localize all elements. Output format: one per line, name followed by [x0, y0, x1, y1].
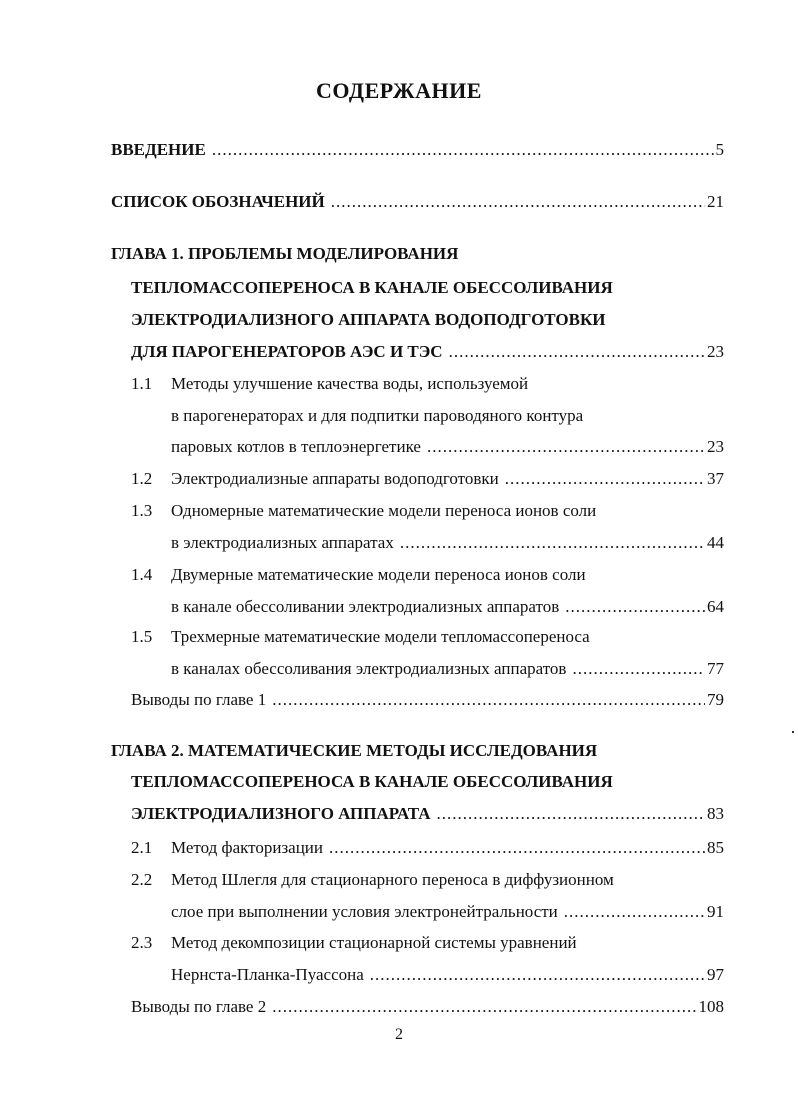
section-number: 1.2 [131, 469, 153, 488]
dot-leader [331, 192, 705, 212]
toc-entry-label: ЭЛЕКТРОДИАЛИЗНОГО АППАРАТА [131, 804, 431, 823]
section-2-1[interactable] [131, 838, 724, 858]
toc-entry-page: 91 [707, 902, 724, 921]
section-number: 1.5 [131, 627, 153, 646]
toc-entry-page: 64 [707, 597, 724, 616]
section-1-4-last[interactable] [171, 597, 724, 617]
chapter-1-heading-cont: ТЕПЛОМАССОПЕРЕНОСА В КАНАЛЕ ОБЕССОЛИВАНИЯ [131, 278, 613, 297]
toc-entry-label: в электродиализных аппаратах [171, 533, 394, 552]
dot-leader [449, 342, 705, 362]
section-number: 1.3 [131, 501, 153, 520]
section-1-5[interactable] [131, 627, 590, 647]
toc-entry-symbols[interactable] [111, 192, 724, 212]
toc-entry-label: в каналах обессоливания электродиализных аппаратов [171, 659, 567, 678]
section-1-3-last[interactable] [171, 533, 724, 553]
section-1-2[interactable] [131, 469, 724, 489]
section-2-2[interactable] [131, 870, 614, 890]
toc-entry-label: Нернста-Планка-Пуассона [171, 965, 364, 984]
section-title: Метод факторизации [171, 838, 324, 857]
dot-leader [370, 965, 705, 985]
chapter-1-heading-last[interactable] [131, 342, 724, 362]
section-2-3-last[interactable] [171, 965, 724, 985]
section-title: Трехмерные математические модели тепломассопереноса [171, 627, 590, 646]
toc-entry-page: 83 [707, 804, 724, 823]
section-1-1-last[interactable] [171, 437, 724, 457]
toc-entry-page: 21 [707, 192, 724, 211]
dot-leader [427, 437, 705, 457]
section-title: Электродиализные аппараты водоподготовки [171, 469, 499, 488]
toc-entry-label: Выводы по главе 1 [131, 690, 267, 709]
section-number: 1.4 [131, 565, 153, 584]
section-number: 2.2 [131, 870, 153, 889]
toc-entry-label: паровых котлов в теплоэнергетике [171, 437, 421, 456]
dot-leader [400, 533, 705, 553]
toc-entry-page: 44 [707, 533, 724, 552]
dot-leader [212, 140, 714, 160]
toc-entry-label: Выводы по главе 2 [131, 997, 267, 1016]
toc-entry-page: 97 [707, 965, 724, 984]
chapter-1-heading-cont: ЭЛЕКТРОДИАЛИЗНОГО АППАРАТА ВОДОПОДГОТОВКИ [131, 310, 606, 329]
toc-entry-label: СПИСОК ОБОЗНАЧЕНИЙ [111, 192, 325, 211]
page-number: 2 [395, 1026, 403, 1043]
toc-entry-page: 79 [707, 690, 724, 709]
toc-entry-page: 108 [698, 997, 724, 1016]
dot-leader [272, 997, 696, 1017]
toc-entry-intro[interactable] [111, 140, 724, 160]
toc-entry-page: 37 [707, 469, 724, 488]
section-1-4[interactable] [131, 565, 586, 585]
toc-entry-label: в канале обессоливании электродиализных аппаратов [171, 597, 560, 616]
section-title: Двумерные математические модели переноса ионов соли [171, 565, 586, 584]
dot-leader [437, 804, 705, 824]
toc-entry-page: 5 [715, 140, 724, 159]
dot-leader [565, 597, 705, 617]
section-2-2-last[interactable] [171, 902, 724, 922]
section-title: Методы улучшение качества воды, используемой [171, 374, 529, 393]
chapter-1-heading[interactable]: ГЛАВА 1. ПРОБЛЕМЫ МОДЕЛИРОВАНИЯ [111, 244, 459, 263]
chapter-2-heading-last[interactable] [131, 804, 724, 824]
section-number: 1.1 [131, 374, 153, 393]
section-title: Метод декомпозиции стационарной системы уравнений [171, 933, 577, 952]
toc-entry-page: 77 [707, 659, 724, 678]
section-1-1[interactable] [131, 374, 529, 394]
chapter-2-heading[interactable]: ГЛАВА 2. МАТЕМАТИЧЕСКИЕ МЕТОДЫ ИССЛЕДОВАНИЯ [111, 741, 598, 760]
toc-entry-label: ВВЕДЕНИЕ [111, 140, 206, 159]
section-1-3[interactable] [131, 501, 597, 521]
dot-leader [572, 659, 705, 679]
section-number: 2.3 [131, 933, 153, 952]
toc-entry-label: ДЛЯ ПАРОГЕНЕРАТОРОВ АЭС И ТЭС [131, 342, 443, 361]
section-title: Одномерные математические модели переноса ионов соли [171, 501, 597, 520]
dot-leader [505, 469, 705, 489]
toc-entry-page: 23 [707, 342, 724, 361]
toc-entry-label: слое при выполнении условия электронейтральности [171, 902, 558, 921]
dot-leader [564, 902, 705, 922]
section-1-1-cont: в парогенераторах и для подпитки пароводяного контура [171, 406, 584, 425]
dot-leader [329, 838, 705, 858]
section-title: Метод Шлегля для стационарного переноса в диффузионном [171, 870, 614, 889]
section-number: 2.1 [131, 838, 153, 857]
toc-entry-page: 23 [707, 437, 724, 456]
conclusions-chapter-1[interactable] [131, 690, 724, 710]
conclusions-chapter-2[interactable] [131, 997, 724, 1017]
section-1-5-last[interactable] [171, 659, 724, 679]
dot-leader [272, 690, 705, 710]
section-2-3[interactable] [131, 933, 577, 953]
chapter-2-heading-cont: ТЕПЛОМАССОПЕРЕНОСА В КАНАЛЕ ОБЕССОЛИВАНИЯ [131, 772, 613, 791]
scan-speck [792, 731, 794, 733]
page-title: СОДЕРЖАНИЕ [316, 78, 482, 103]
toc-entry-page: 85 [707, 838, 724, 857]
